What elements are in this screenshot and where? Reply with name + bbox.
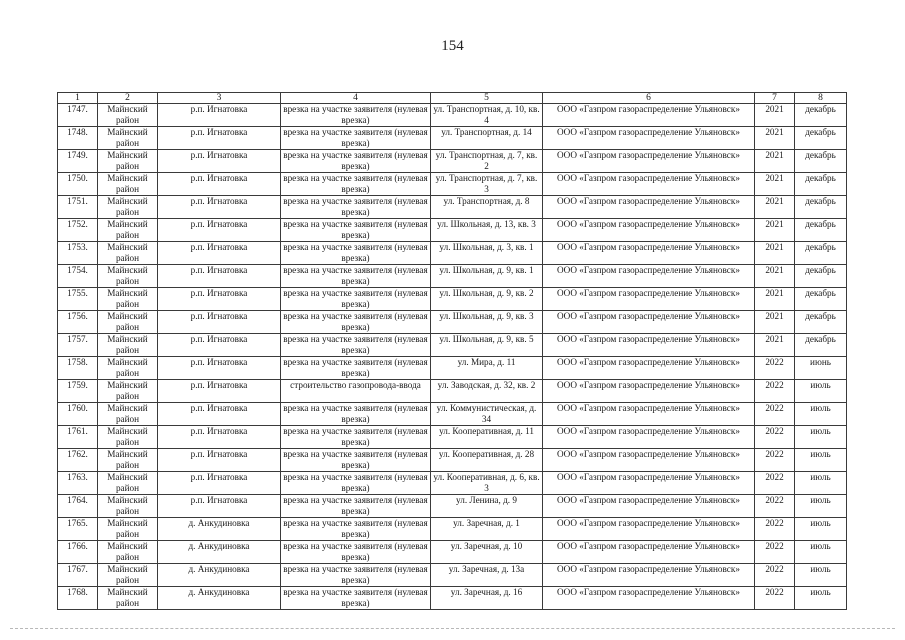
cell-settlement: р.п. Игнатовка [158,311,281,334]
cell-settlement: д. Анкудиновка [158,541,281,564]
cell-settlement: д. Анкудиновка [158,518,281,541]
cell-address: ул. Кооперативная, д. 6, кв. 3 [431,472,543,495]
table-row [58,518,847,541]
table-row [58,150,847,173]
cell-address: ул. Транспортная, д. 10, кв. 4 [431,104,543,127]
cell-num: 1749. [58,150,98,173]
cell-year: 2021 [755,219,795,242]
cell-org: ООО «Газпром газораспределение Ульяновск» [543,495,755,518]
cell-settlement: д. Анкудиновка [158,564,281,587]
cell-month: декабрь [795,104,847,127]
cell-month: декабрь [795,173,847,196]
table-row [58,449,847,472]
cell-district: Майнский район [98,104,158,127]
cell-address: ул. Школьная, д. 13, кв. 3 [431,219,543,242]
cell-org: ООО «Газпром газораспределение Ульяновск» [543,541,755,564]
table-row [58,380,847,403]
table-row [58,357,847,380]
cell-district: Майнский район [98,311,158,334]
cell-address: ул. Школьная, д. 9, кв. 3 [431,311,543,334]
cell-district: Майнский район [98,196,158,219]
column-header-6: 6 [543,93,755,104]
table-row [58,242,847,265]
cell-work: врезка на участке заявителя (нулевая врезка) [281,426,431,449]
cell-district: Майнский район [98,472,158,495]
cell-month: июль [795,564,847,587]
table-body [58,104,847,610]
cell-settlement: р.п. Игнатовка [158,127,281,150]
cell-year: 2021 [755,196,795,219]
cell-settlement: р.п. Игнатовка [158,288,281,311]
cell-work: строительство газопровода-ввода [281,380,431,403]
cell-settlement: р.п. Игнатовка [158,403,281,426]
cell-month: декабрь [795,334,847,357]
table-row [58,587,847,610]
cell-year: 2022 [755,518,795,541]
cell-year: 2021 [755,104,795,127]
cell-month: июль [795,587,847,610]
table-row [58,403,847,426]
cell-num: 1760. [58,403,98,426]
cell-org: ООО «Газпром газораспределение Ульяновск» [543,127,755,150]
cell-org: ООО «Газпром газораспределение Ульяновск» [543,265,755,288]
cell-org: ООО «Газпром газораспределение Ульяновск» [543,104,755,127]
cell-settlement: р.п. Игнатовка [158,196,281,219]
table-row [58,334,847,357]
cell-month: июль [795,426,847,449]
cell-num: 1759. [58,380,98,403]
table-row [58,196,847,219]
cell-settlement: р.п. Игнатовка [158,426,281,449]
table-row [58,265,847,288]
cell-address: ул. Транспортная, д. 8 [431,196,543,219]
cell-settlement: р.п. Игнатовка [158,265,281,288]
cell-org: ООО «Газпром газораспределение Ульяновск» [543,472,755,495]
cell-district: Майнский район [98,403,158,426]
table-row [58,173,847,196]
cell-month: декабрь [795,265,847,288]
cell-work: врезка на участке заявителя (нулевая врезка) [281,242,431,265]
cell-num: 1747. [58,104,98,127]
table-row [58,472,847,495]
cell-work: врезка на участке заявителя (нулевая врезка) [281,334,431,357]
cell-address: ул. Транспортная, д. 14 [431,127,543,150]
cell-year: 2022 [755,587,795,610]
cell-org: ООО «Газпром газораспределение Ульяновск» [543,587,755,610]
cell-org: ООО «Газпром газораспределение Ульяновск» [543,219,755,242]
cell-org: ООО «Газпром газораспределение Ульяновск» [543,173,755,196]
cell-org: ООО «Газпром газораспределение Ульяновск» [543,518,755,541]
cell-district: Майнский район [98,564,158,587]
cell-district: Майнский район [98,380,158,403]
cell-num: 1750. [58,173,98,196]
cell-settlement: р.п. Игнатовка [158,472,281,495]
cell-num: 1763. [58,472,98,495]
cell-district: Майнский район [98,242,158,265]
cell-year: 2022 [755,495,795,518]
table-row [58,104,847,127]
cell-district: Майнский район [98,334,158,357]
cell-org: ООО «Газпром газораспределение Ульяновск» [543,403,755,426]
cell-address: ул. Заречная, д. 1 [431,518,543,541]
cell-year: 2021 [755,288,795,311]
cell-address: ул. Коммунистическая, д. 34 [431,403,543,426]
cell-month: июль [795,541,847,564]
cell-month: декабрь [795,127,847,150]
column-header-1: 1 [58,93,98,104]
cell-year: 2022 [755,357,795,380]
cell-year: 2022 [755,426,795,449]
cell-work: врезка на участке заявителя (нулевая врезка) [281,541,431,564]
gas-connection-table [57,92,847,610]
cell-work: врезка на участке заявителя (нулевая врезка) [281,173,431,196]
cell-district: Майнский район [98,288,158,311]
cell-num: 1764. [58,495,98,518]
cell-work: врезка на участке заявителя (нулевая врезка) [281,587,431,610]
cell-num: 1761. [58,426,98,449]
cell-work: врезка на участке заявителя (нулевая врезка) [281,311,431,334]
cell-num: 1752. [58,219,98,242]
cell-year: 2021 [755,334,795,357]
cell-year: 2021 [755,127,795,150]
cell-year: 2022 [755,472,795,495]
cell-district: Майнский район [98,426,158,449]
cell-settlement: р.п. Игнатовка [158,219,281,242]
cell-district: Майнский район [98,587,158,610]
cell-work: врезка на участке заявителя (нулевая врезка) [281,564,431,587]
cell-month: июль [795,380,847,403]
cell-num: 1756. [58,311,98,334]
column-header-7: 7 [755,93,795,104]
cell-work: врезка на участке заявителя (нулевая врезка) [281,449,431,472]
cell-work: врезка на участке заявителя (нулевая врезка) [281,150,431,173]
cell-month: июль [795,518,847,541]
cell-num: 1765. [58,518,98,541]
cell-district: Майнский район [98,518,158,541]
cell-org: ООО «Газпром газораспределение Ульяновск» [543,288,755,311]
cell-district: Майнский район [98,219,158,242]
column-header-3: 3 [158,93,281,104]
cell-address: ул. Заречная, д. 16 [431,587,543,610]
cell-address: ул. Школьная, д. 9, кв. 5 [431,334,543,357]
cell-year: 2022 [755,449,795,472]
cell-address: ул. Кооперативная, д. 28 [431,449,543,472]
cell-district: Майнский район [98,150,158,173]
cell-address: ул. Транспортная, д. 7, кв. 3 [431,173,543,196]
cell-year: 2022 [755,403,795,426]
cell-address: ул. Ленина, д. 9 [431,495,543,518]
cell-district: Майнский район [98,173,158,196]
cell-address: ул. Школьная, д. 9, кв. 2 [431,288,543,311]
column-header-2: 2 [98,93,158,104]
cell-num: 1762. [58,449,98,472]
cell-month: июль [795,449,847,472]
cell-address: ул. Школьная, д. 9, кв. 1 [431,265,543,288]
cell-district: Майнский район [98,127,158,150]
cell-num: 1754. [58,265,98,288]
cell-num: 1766. [58,541,98,564]
cell-work: врезка на участке заявителя (нулевая врезка) [281,219,431,242]
cell-work: врезка на участке заявителя (нулевая врезка) [281,196,431,219]
cell-num: 1751. [58,196,98,219]
cell-address: ул. Транспортная, д. 7, кв. 2 [431,150,543,173]
table-row [58,311,847,334]
cell-year: 2022 [755,564,795,587]
cell-org: ООО «Газпром газораспределение Ульяновск» [543,449,755,472]
cell-month: декабрь [795,288,847,311]
cell-work: врезка на участке заявителя (нулевая врезка) [281,403,431,426]
cell-year: 2022 [755,380,795,403]
cell-month: декабрь [795,311,847,334]
page-number: 154 [441,38,464,54]
cell-org: ООО «Газпром газораспределение Ульяновск» [543,334,755,357]
cell-work: врезка на участке заявителя (нулевая врезка) [281,495,431,518]
cell-settlement: р.п. Игнатовка [158,495,281,518]
cell-year: 2021 [755,311,795,334]
cell-settlement: р.п. Игнатовка [158,334,281,357]
cell-work: врезка на участке заявителя (нулевая врезка) [281,127,431,150]
cell-address: ул. Школьная, д. 3, кв. 1 [431,242,543,265]
cell-month: июль [795,495,847,518]
cell-num: 1755. [58,288,98,311]
cell-year: 2021 [755,242,795,265]
header-row [58,93,847,104]
cell-work: врезка на участке заявителя (нулевая врезка) [281,288,431,311]
table-row [58,127,847,150]
cell-settlement: д. Анкудиновка [158,587,281,610]
cell-num: 1768. [58,587,98,610]
cell-district: Майнский район [98,357,158,380]
cell-num: 1753. [58,242,98,265]
cell-settlement: р.п. Игнатовка [158,357,281,380]
table-row [58,288,847,311]
cell-month: декабрь [795,242,847,265]
cell-month: июль [795,472,847,495]
cell-district: Майнский район [98,495,158,518]
cell-year: 2021 [755,150,795,173]
scan-edge-line [10,628,895,629]
cell-month: декабрь [795,219,847,242]
cell-settlement: р.п. Игнатовка [158,449,281,472]
cell-work: врезка на участке заявителя (нулевая врезка) [281,518,431,541]
cell-num: 1757. [58,334,98,357]
cell-num: 1758. [58,357,98,380]
cell-settlement: р.п. Игнатовка [158,173,281,196]
cell-settlement: р.п. Игнатовка [158,380,281,403]
cell-year: 2021 [755,173,795,196]
table-row [58,426,847,449]
cell-year: 2021 [755,265,795,288]
cell-org: ООО «Газпром газораспределение Ульяновск» [543,564,755,587]
cell-month: июль [795,403,847,426]
column-header-4: 4 [281,93,431,104]
table-row [58,564,847,587]
cell-address: ул. Заводская, д. 32, кв. 2 [431,380,543,403]
cell-org: ООО «Газпром газораспределение Ульяновск» [543,150,755,173]
cell-work: врезка на участке заявителя (нулевая врезка) [281,104,431,127]
table-row [58,219,847,242]
column-header-5: 5 [431,93,543,104]
cell-address: ул. Кооперативная, д. 11 [431,426,543,449]
table-row [58,495,847,518]
cell-settlement: р.п. Игнатовка [158,150,281,173]
cell-district: Майнский район [98,449,158,472]
cell-district: Майнский район [98,541,158,564]
cell-address: ул. Заречная, д. 13а [431,564,543,587]
cell-year: 2022 [755,541,795,564]
cell-org: ООО «Газпром газораспределение Ульяновск» [543,426,755,449]
cell-month: июнь [795,357,847,380]
cell-work: врезка на участке заявителя (нулевая врезка) [281,472,431,495]
cell-org: ООО «Газпром газораспределение Ульяновск» [543,196,755,219]
cell-address: ул. Заречная, д. 10 [431,541,543,564]
cell-org: ООО «Газпром газораспределение Ульяновск» [543,380,755,403]
cell-work: врезка на участке заявителя (нулевая врезка) [281,265,431,288]
cell-settlement: р.п. Игнатовка [158,242,281,265]
table-row [58,541,847,564]
cell-num: 1748. [58,127,98,150]
column-header-8: 8 [795,93,847,104]
cell-month: декабрь [795,150,847,173]
cell-district: Майнский район [98,265,158,288]
cell-org: ООО «Газпром газораспределение Ульяновск» [543,311,755,334]
cell-num: 1767. [58,564,98,587]
cell-org: ООО «Газпром газораспределение Ульяновск» [543,357,755,380]
cell-org: ООО «Газпром газораспределение Ульяновск» [543,242,755,265]
cell-work: врезка на участке заявителя (нулевая врезка) [281,357,431,380]
cell-address: ул. Мира, д. 11 [431,357,543,380]
cell-settlement: р.п. Игнатовка [158,104,281,127]
cell-month: декабрь [795,196,847,219]
